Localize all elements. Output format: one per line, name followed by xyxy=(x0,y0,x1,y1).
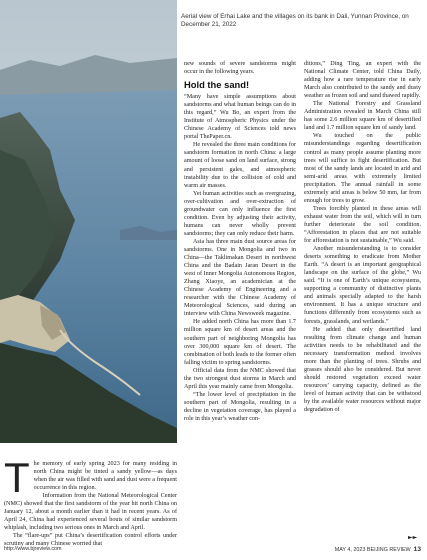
drop-cap: T xyxy=(4,454,30,501)
paragraph: Asia has three main dust source areas for sandstorms. One in Mongolia and two in China—the Taklimakan Desert in northwest China and the Badain Jaran Desert in the west of Inner Mongolia Autonomous Region, Zhang Xiaoye, an academician at the Chinese Academy of Engineering and a researcher with the Chinese Academy of Meteorological Sciences, said during an interview with China Newsweek magazine. xyxy=(184,238,296,318)
paragraph: The National Forestry and Grassland Administration revealed in March China still has some 2.6 million square km of desertified land and 1.7 million square km of sandy land. xyxy=(304,101,421,132)
paragraph: Official data from the NMC showed that the two strongest dust storms in March and April this year mainly came from Mongolia. xyxy=(184,367,296,390)
paragraph: He added north China has more than 1.7 million square km of desert areas and the southern part of neighboring Mongolia has over 300,000 square km of desert. The combination of both leads to the former often falling victim to spring sandstorms. xyxy=(184,319,296,366)
paragraph: The “flare-ups” put China’s desertification control efforts under scrutiny and many Chinese worried that xyxy=(4,533,177,548)
paragraph: He added that only desertified land resulting from climate change and human activities needs to be rehabilitated and the necessary transformation method involves more than the planting of trees. Shrubs and grasses should also be considered. But never should restored vegetation exceed water resources’ carrying capacity, defined as the level of human activity that can be withstood by the available water resources without major degradation of xyxy=(304,326,421,414)
paragraph: Yet human activities such as overgrazing, over-cultivation and over-extraction of groundwater can only influence the first condition. Even by adjusting their activity, humans can never wholly prevent sandstorms; they can only reduce their harm. xyxy=(184,190,296,237)
paragraph: “The lower level of precipitation in the southern part of Mongolia, resulting in a decline in vegetation coverage, has played a role in this year’s weather con- xyxy=(184,391,296,422)
page-number: 13 xyxy=(413,546,421,553)
paragraph: Another misunderstanding is to consider deserts something to eradicate from Mother Earth. “A desert is an important geographical landscape on the surface of the globe,” Wu said. “It is one of Earth’s unique ecosystems, supporting a community of distinctive plants and animals specially adapted to the harsh environment. It has a unique structure and functions differently from ecosystems such as forests, grasslands, and wetlands.” xyxy=(304,246,421,325)
paragraph: ditions,” Ding Ting, an expert with the National Climate Center, told China Daily, adding how a rare temperature rise in early March also contributed to the sandy and dusty weather as frozen soil and sand thawed rapidly. xyxy=(304,61,421,100)
paragraph: “Many have simple assumptions about sandstorms and what human beings can do in this regard,” Wu Bo, an expert from the Institute of Atmospheric Physics under the Chinese Academy of Sciences told news portal ThePaper.cn. xyxy=(184,94,296,141)
paragraph: Trees forcibly planted in these areas will exhaust water from the soil, which will in turn further deteriorate the soil condition. “Afforestation in places that are not suitable for afforestation is not sustainable,” Wu said. xyxy=(304,205,421,245)
section-heading: Hold the sand! xyxy=(184,79,250,91)
lake-photo xyxy=(0,0,177,443)
paragraph: new sounds of severe sandstorms might occur in the following years. xyxy=(184,61,296,76)
article-column-1 xyxy=(4,454,177,549)
article-column-2 xyxy=(184,60,296,423)
paragraph: Wu touched on the public misunderstandings regarding desertification control as many people assume planting more trees will suffice to fight desertification. But most of the sandy lands are located in arid and semi-arid areas with extremely limited precipitation. The annual rainfall in some extremely arid areas is below 50 mm, far from enough for trees to grow. xyxy=(304,133,421,204)
footer-url[interactable]: http://www.bjreview.com xyxy=(4,546,62,552)
continue-arrows-icon: ►► xyxy=(408,534,418,541)
paragraph: he memory of early spring 2023 for many residing in north China might be tinted a sandy yellow—as days when the air was filled with sand and dust were a frequent occurrence in this region. xyxy=(33,461,177,492)
article-column-3 xyxy=(304,60,421,414)
photo-caption: Aerial view of Erhai Lake and the villages on its bank in Dali, Yunnan Province, on December 21, 2022 xyxy=(181,13,409,29)
paragraph: He revealed the three main conditions for sandstorm formation in north China: a large amount of loose sand on land surface, strong and persistent gales, and atmospheric instability due to the collision of cold and warm air masses. xyxy=(184,142,296,189)
paragraph: Information from the National Meteorological Center (NMC) showed that the first sandstorm of the year hit north China on January 12, about a month earlier than it had in recent years. As of April 24, China had experienced several bouts of similar sandstorm whiplash, including two serious ones in March and April. xyxy=(4,493,177,532)
issue-label: MAY 4, 2023 BEIJING REVIEW xyxy=(334,547,411,553)
footer-issue xyxy=(335,546,421,553)
erhai-lake-aerial-image xyxy=(0,0,177,443)
